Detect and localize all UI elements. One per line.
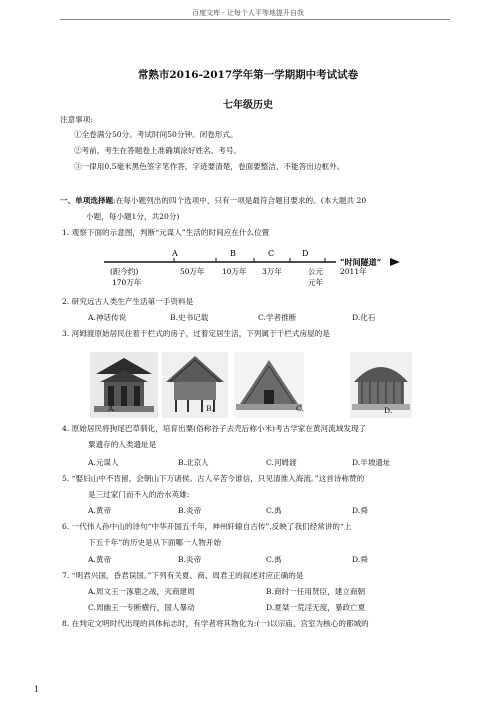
option-b: B.炎帝 xyxy=(178,506,202,515)
option-a: A.黄帝 xyxy=(88,506,112,515)
option-b: B.商纣一任用贤臣，建立商朝 xyxy=(266,587,366,596)
timeline-tick-label: 公元 xyxy=(308,267,323,276)
round-hut-illustration xyxy=(350,352,412,418)
question-6-stem-cont: 下五千年”的历史是从下面哪一人物开始 xyxy=(88,538,221,547)
timeline-tick-label: 10万年 xyxy=(222,267,247,276)
image-label-c: C. xyxy=(296,404,304,413)
option-d: D.化石 xyxy=(352,313,376,322)
note-item: ①全卷满分50分。考试时间50分钟。闭卷形式。 xyxy=(74,130,238,139)
option-c: C.禹 xyxy=(266,506,282,515)
timeline-arrowhead xyxy=(390,258,400,266)
timeline-tick-label: 50万年 xyxy=(180,267,205,276)
option-c: C.河姆渡 xyxy=(266,458,297,467)
question-2-stem: 2. 研究远古人类生产生活第一手资料是 xyxy=(62,297,194,306)
question-6-stem: 6. 一代伟人孙中山的诗句“中华开国五千年，神州轩辕自古传”.反映了我们经常讲的“上 xyxy=(62,522,352,531)
question-5-stem: 5. “娶妇山中不肯留，会朝山下万诸侯。古人辛苦今谁信，只见清淮入海流。”这首诗称赞的 xyxy=(62,474,365,483)
question-4-stem-cont: 粟遗存的人类遗址是 xyxy=(88,440,157,449)
timeline-tick-label: 元年 xyxy=(308,278,323,287)
option-c: C.周幽王一专断横行，国人暴动 xyxy=(88,603,195,612)
stilt-house-illustration xyxy=(162,352,228,418)
timeline-letter: C xyxy=(268,249,275,258)
option-b: B.炎帝 xyxy=(178,555,202,564)
option-d: D.舜 xyxy=(352,506,368,515)
image-label-b: B. xyxy=(206,404,214,413)
option-c: C.学者推断 xyxy=(258,313,297,322)
notes-heading: 注意事项: xyxy=(60,115,93,124)
section-heading xyxy=(60,196,366,206)
header-divider xyxy=(60,19,450,20)
question-4-stem: 4. 原始居民将狗尾巴草驯化，培育出粟(俗称谷子去壳后称小米)考古学家在黄河流域发现了 xyxy=(62,424,367,433)
house-image-a xyxy=(90,352,158,418)
question-8-stem: 8. 在判定文明时代出现的具体标志时，有学者将其物化为:(一)以宗庙、宫室为核心的都城的 xyxy=(62,619,369,628)
note-item: ②考前，考生在答题卷上准确填涂好姓名、考号。 xyxy=(74,146,242,155)
exam-subtitle: 七年级历史 xyxy=(223,100,273,111)
timeline-tick-label: 2011年 xyxy=(340,267,367,276)
timeline-tick-label: (距今约) xyxy=(110,267,139,276)
section-description: :在每小题列出的四个选项中，只有一项是最符合题目要求的。(本大题共 20 xyxy=(113,196,367,205)
timeline-tick-label: 170万年 xyxy=(112,278,142,287)
option-b: B.史书记载 xyxy=(170,313,209,322)
option-a: A.元谋人 xyxy=(88,458,119,467)
section-label: 一、单项选择题 xyxy=(60,196,114,205)
time-tunnel-diagram xyxy=(100,246,400,291)
exam-title: 常熟市2016-2017学年第一学期期中考试试卷 xyxy=(137,69,359,81)
option-d: D.夏桀一荒淫无度，暴政亡夏 xyxy=(266,603,366,612)
option-a: A.神话传说 xyxy=(88,313,127,322)
option-d: D.舜 xyxy=(352,555,368,564)
semi-pit-house-illustration xyxy=(234,352,304,418)
house-image-d xyxy=(350,352,412,418)
option-a: A.周文王一涿鹿之战，灭商建周 xyxy=(88,587,195,596)
palace-illustration xyxy=(90,352,158,418)
option-c: C.禹 xyxy=(266,555,282,564)
house-image-b xyxy=(162,352,228,418)
note-item: ③一律用0.5毫米黑色签字笔作答，字迹要清楚，卷面要整洁，不能答出边框外。 xyxy=(74,162,345,171)
time-tunnel-label: “时间隧道” xyxy=(340,257,382,267)
timeline-letter: A xyxy=(172,249,178,258)
option-d: D.半坡遗址 xyxy=(352,458,391,467)
image-label-a: A. xyxy=(108,404,116,413)
page-header: 百度文库 - 让每个人平等地提升自我 xyxy=(192,9,304,17)
timeline-letter: D xyxy=(302,249,309,258)
option-a: A.黄帝 xyxy=(88,555,112,564)
page-number: 1 xyxy=(34,685,40,694)
question-3-stem: 3. 河姆渡原始居民住着干栏式的房子，过着定居生活，下列属于干栏式房屋的是 xyxy=(62,329,330,338)
question-1-stem: 1. 观察下面的示意图，判断“元谋人”生活的时间应在什么位置 xyxy=(62,228,270,237)
timeline-svg xyxy=(100,246,400,291)
house-image-c xyxy=(234,352,304,418)
question-7-stem: 7. “明君兴国，昏君误国。”下列有关夏、商、周君王的叙述对应正确的是 xyxy=(62,571,304,580)
section-description-cont: 小题，每小题1分，共20分) xyxy=(86,212,180,221)
question-5-stem-cont: 是三过家门而不入的治水英雄: xyxy=(88,490,190,499)
timeline-letter: B xyxy=(230,249,236,258)
timeline-tick-label: 3万年 xyxy=(262,267,282,276)
option-b: B.北京人 xyxy=(178,458,209,467)
image-label-d: D. xyxy=(384,406,393,415)
